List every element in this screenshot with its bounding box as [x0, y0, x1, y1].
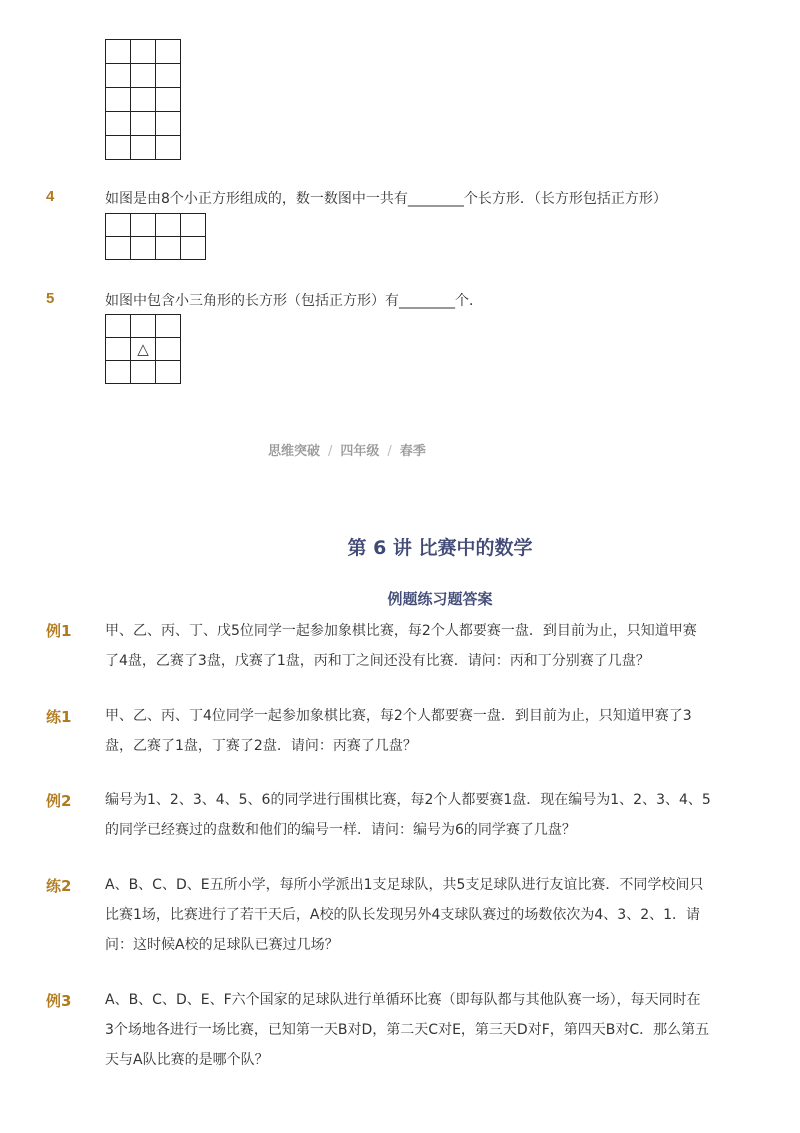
- footer-item: 春季: [399, 444, 426, 459]
- example-line: 盘，乙赛了1盘，丁赛了2盘．请问：丙赛了几盘？: [105, 738, 417, 754]
- example-line: 天与A队比赛的是哪个队？: [105, 1052, 269, 1068]
- footer-item: 思维突破: [268, 444, 321, 459]
- section-title: 例题练习题答案: [387, 590, 493, 608]
- example-line: 3个场地各进行一场比赛，已知第一天B对D，第二天C对E，第三天D对F，第四天B对C．那么第五: [105, 1022, 710, 1038]
- footer-item: 四年级: [340, 444, 380, 459]
- example-line: 甲、乙、丙、丁、戊5位同学一起参加象棋比赛，每2个人都要赛一盘．到目前为止，只知道甲赛: [105, 623, 697, 639]
- grid-5x3: [105, 39, 181, 160]
- example-text: [105, 870, 717, 960]
- example-line: 了4盘，乙赛了3盘，戊赛了1盘，丙和丁之间还没有比赛．请问：丙和丁分别赛了几盘？: [105, 653, 650, 669]
- example-line: A、B、C、D、E五所小学，每所小学派出1支足球队，共5支足球队进行友谊比赛．不同学校间只: [105, 877, 704, 893]
- footer-separator: /: [387, 444, 392, 459]
- grid-3x3-triangle: [105, 314, 181, 384]
- example-label: 练2: [46, 877, 72, 895]
- example-line: 的同学已经赛过的盘数和他们的编号一样．请问：编号为6的同学赛了几盘？: [105, 822, 576, 838]
- example-label: 例1: [46, 622, 72, 640]
- example-text: [105, 785, 717, 845]
- grid-2x4: [105, 213, 206, 260]
- example-label: 例3: [46, 992, 72, 1010]
- question-number: 4: [46, 188, 55, 205]
- example-line: A、B、C、D、E、F六个国家的足球队进行单循环比赛（即每队都与其他队赛一场），每天同时在: [105, 992, 701, 1008]
- example-line: 比赛1场，比赛进行了若干天后，A校的队长发现另外4支球队赛过的场数依次为4、3、2、1．请: [105, 907, 701, 923]
- example-text: [105, 701, 717, 761]
- example-line: 甲、乙、丙、丁4位同学一起参加象棋比赛，每2个人都要赛一盘．到目前为止，只知道甲赛了3: [105, 708, 692, 724]
- example-label: 例2: [46, 792, 72, 810]
- lecture-title: 第 6 讲 比赛中的数学: [347, 537, 533, 559]
- question-number: 5: [46, 290, 55, 307]
- example-label: 练1: [46, 708, 72, 726]
- example-line: 问：这时候A校的足球队已赛过几场？: [105, 937, 339, 953]
- question-text: 如图是由8个小正方形组成的，数一数图中一共有________个长方形．（长方形包括正方形）: [105, 191, 667, 207]
- footer-separator: /: [328, 444, 333, 459]
- footer-breadcrumb: [268, 440, 426, 459]
- question-text: 如图中包含小三角形的长方形（包括正方形）有________个．: [105, 293, 483, 309]
- example-line: 编号为1、2、3、4、5、6的同学进行围棋比赛，每2个人都要赛1盘．现在编号为1、2、3、4、5: [105, 792, 711, 808]
- triangle-icon: △: [131, 338, 156, 361]
- example-text: [105, 985, 717, 1075]
- example-text: [105, 616, 717, 676]
